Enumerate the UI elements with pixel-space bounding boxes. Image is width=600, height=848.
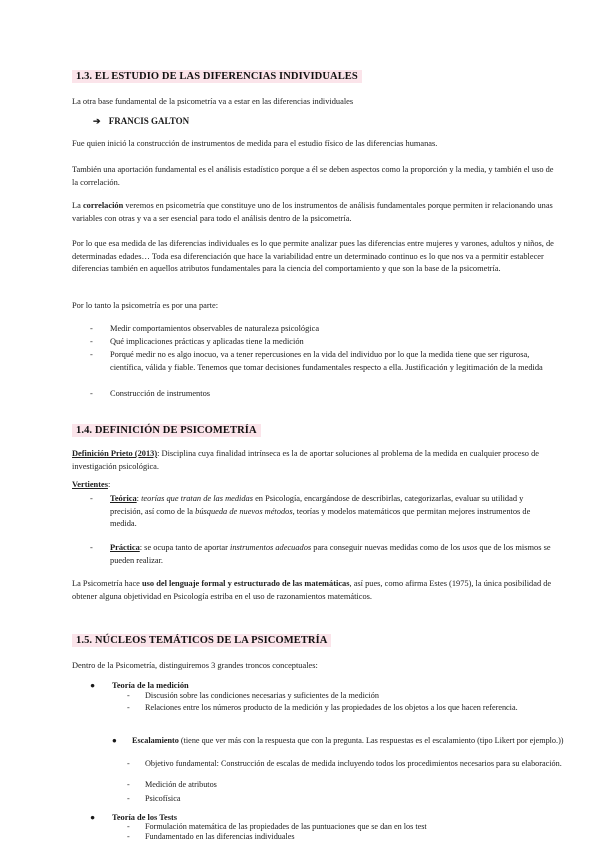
bullet-icon: ● xyxy=(112,736,117,745)
list-item-text: Medir comportamientos observables de naturaleza psicológica xyxy=(110,324,320,333)
practica-italic-2: usos xyxy=(462,543,478,552)
bullet-title: Teoría de los Tests xyxy=(112,813,178,822)
paragraph-galton: Fue quien inició la construcción de instrumentos de medida para el estudio físico de las diferencias humanas. xyxy=(72,139,438,148)
intro-paragraph: La otra base fundamental de la psicometría va a estar en las diferencias individuales xyxy=(72,97,354,106)
bullet-title: Escalamiento xyxy=(132,736,179,745)
list-item-text: Porqué medir no es algo inocuo, va a tener repercusiones en la vida del individuo por lo que la medida tiene que ser rigurosa, científica, válida y fiable. Tenemos que tomar decisiones fundamentales respecto a ella. Justificación y legitimación de la medida xyxy=(110,350,543,372)
sub-item-text: Objetivo fundamental: Construcción de escalas de medida incluyendo todos los procedimientos necesarios para su elaboración. xyxy=(145,759,562,768)
correlation-term: correlación xyxy=(82,201,124,210)
practica-text-a: : se ocupa tanto de aportar xyxy=(139,543,230,552)
paragraph-correlation xyxy=(72,200,556,225)
teorica-italic-2: búsqueda de nuevos métodos xyxy=(195,506,293,516)
paragraph-troncos: Dentro de la Psicometría, distinguiremos 3 grandes troncos conceptuales: xyxy=(72,661,318,670)
teorica-text-c: , teorías y modelos matemáticos que permitan mejores instrumentos de medida. xyxy=(110,506,531,529)
galton-label: FRANCIS GALTON xyxy=(108,116,190,126)
dash-marker: - xyxy=(127,759,130,768)
practica-label: Práctica xyxy=(110,543,140,552)
bullet-note: (tiene que ver más con la respuesta que con la pregunta. Las respuestas es el escalamiento (tipo Likert por ejemplo.)) xyxy=(178,736,564,745)
teorica-text-a: : xyxy=(136,494,142,503)
dash-marker: - xyxy=(127,794,130,803)
dash-marker: - xyxy=(127,780,130,789)
bullet-text xyxy=(132,736,580,747)
section-heading-1-4: 1.4. DEFINICIÓN DE PSICOMETRÍA xyxy=(72,424,261,437)
paragraph-mathematics xyxy=(72,578,556,603)
dash-marker: - xyxy=(90,389,93,398)
sub-item-text: Discusión sobre las condiciones necesarias y suficientes de la medición xyxy=(145,691,379,700)
list-item-text xyxy=(110,542,552,567)
list-item-text: Qué implicaciones prácticas y aplicadas tiene la medición xyxy=(110,337,304,346)
sub-item-text: Formulación matemática de las propiedades de las puntuaciones que se dan en los test xyxy=(145,822,427,831)
dash-marker: - xyxy=(90,350,93,359)
galton-subheading xyxy=(93,116,189,127)
math-bold: uso del lenguaje formal y estructurado de las matemáticas xyxy=(142,579,350,588)
dash-marker: - xyxy=(90,543,93,552)
list-item-text: Construcción de instrumentos xyxy=(110,389,211,398)
correlation-pre: La xyxy=(72,201,83,210)
math-text-b: , así pues, como afirma Estes (1975), la única posibilidad de obtener alguna objetividad en Psicología estriba en el uso de razonamientos matemáticos. xyxy=(72,579,552,601)
definition-paragraph xyxy=(72,448,556,473)
practica-italic-1: instrumentos adecuados xyxy=(230,543,312,552)
math-text-a: La Psicometría hace xyxy=(72,579,142,588)
dash-marker: - xyxy=(127,703,130,712)
paragraph-psychometry-part: Por lo tanto la psicometría es por una parte: xyxy=(72,301,219,310)
teorica-label: Teórica xyxy=(110,494,137,503)
correlation-post: veremos en psicometría que constituye uno de los instrumentos de análisis fundamentales porque permiten ir relacionando unas variables con otras y va a ser esencial para todo el análisis dentro de la psicometría. xyxy=(72,201,553,223)
paragraph-differences: Por lo que esa medida de las diferencias individuales es lo que permite analizar pues las diferencias entre mujeres y varones, adultos y niños, de determinadas edades… Toda esa diferenciación que hace la variabilidad entre un determinado continuo es lo que nos va a permitir establecer diferencias también en aquellos atributos fundamentales para la ciencia del comportamiento y que son la base de la psicometría. xyxy=(72,239,554,274)
sub-item-text: Medición de atributos xyxy=(145,780,217,789)
list-item-text xyxy=(110,493,552,531)
dash-marker: - xyxy=(90,324,93,333)
definition-label: Definición Prieto (2013) xyxy=(72,449,158,458)
bullet-icon: ● xyxy=(90,681,96,690)
dash-marker: - xyxy=(90,494,93,503)
section-heading-1-5: 1.5. NÚCLEOS TEMÁTICOS DE LA PSICOMETRÍA xyxy=(72,634,331,647)
teorica-text-b: en Psicología, encargándose de describirlas, categorizarlas, evaluar su utilidad y precisión, así como de la xyxy=(110,494,524,516)
sub-item-text: Fundamentado en las diferencias individuales xyxy=(145,832,295,841)
definition-text: : Disciplina cuya finalidad intrínseca es la de aportar soluciones al problema de la medida en cualquier proceso de investigación psicológica. xyxy=(72,449,539,471)
dash-marker: - xyxy=(127,691,130,700)
practica-text-b: para conseguir nuevas medidas como de los xyxy=(311,543,463,552)
bullet-icon: ● xyxy=(90,813,96,822)
vertientes-colon: : xyxy=(107,480,111,489)
dash-marker: - xyxy=(127,832,130,841)
vertientes-label xyxy=(72,479,556,492)
bullet-title: Teoría de la medición xyxy=(112,681,189,690)
sub-item-text: Relaciones entre los números producto de la medición y las propiedades de los objetos a los que hacen referencia. xyxy=(145,703,518,712)
dash-marker: - xyxy=(90,337,93,346)
section-heading-1-3: 1.3. EL ESTUDIO DE LAS DIFERENCIAS INDIVIDUALES xyxy=(72,70,362,83)
practica-text-c: que de los mismos se pueden realizar. xyxy=(110,543,551,565)
teorica-italic-1: teorías que tratan de las medidas xyxy=(141,494,253,503)
paragraph-statistics: También una aportación fundamental es el análisis estadístico porque a él se deben aspectos como la proporción y la media, y también el uso de la correlación. xyxy=(72,165,554,187)
vertientes-title: Vertientes xyxy=(72,480,108,489)
arrow-icon: ➔ xyxy=(93,116,101,126)
dash-marker: - xyxy=(127,822,130,831)
sub-item-text: Psicofísica xyxy=(145,794,181,803)
